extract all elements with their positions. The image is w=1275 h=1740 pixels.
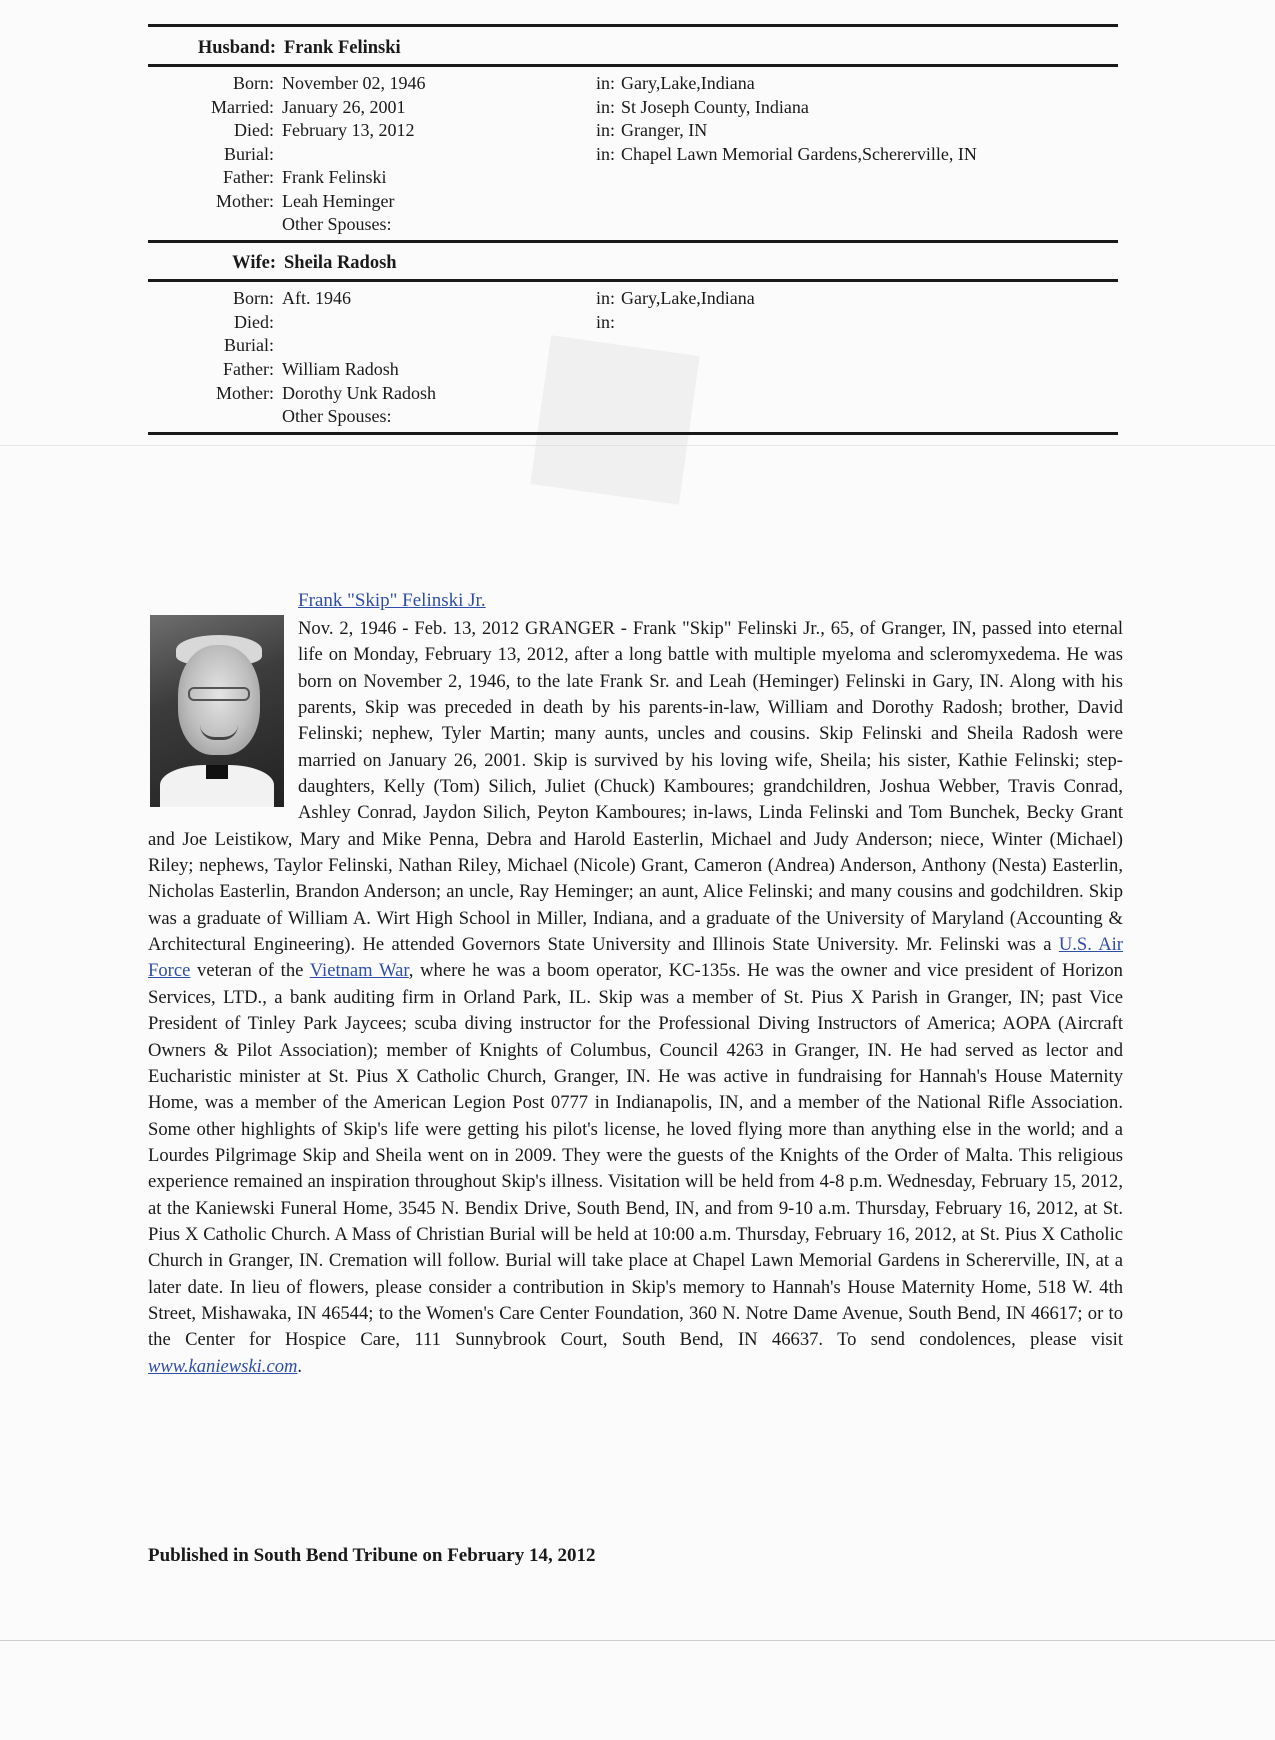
row-value: November 02, 1946 <box>282 73 426 93</box>
row-in: in: <box>596 144 616 164</box>
row-place: Chapel Lawn Memorial Gardens,Schererville, IN <box>621 144 977 164</box>
kaniewski-website-link[interactable]: www.kaniewski.com <box>148 1355 298 1377</box>
row-place: Gary,Lake,Indiana <box>621 73 755 93</box>
row-label: Born: <box>232 73 274 93</box>
published-note: Published in South Bend Tribune on February 14, 2012 <box>148 1545 596 1566</box>
row-label: Mother: <box>216 383 274 403</box>
air-force-link[interactable]: U.S. Air Force <box>148 934 1123 982</box>
row-in: in: <box>596 97 616 117</box>
obituary-body <box>148 616 1123 1380</box>
wife-label: Wife: <box>232 253 276 273</box>
obituary-text-1: Nov. 2, 1946 - Feb. 13, 2012 GRANGER - Frank "Skip" Felinski Jr., 65, of Granger, IN, passed into eternal life on Monday, February 13, 2012, after a long battle with multiple myeloma and scleromyxedema. He was born on November 2, 1946, to the late Frank Sr. and Leah (Heminger) Felinski in Gary, IN. Along with his parents, Skip was preceded in death by his parents-in-law, William and Dorothy Radosh; brother, David Felinski; nephew, Tyler Martin; many aunts, uncles and cousins. Skip Felinski and Sheila Radosh were married on January 26, 2001. Skip is survived by his loving wife, Sheila; his sister, Kathie Felinski; step-daughters, Kelly (Tom) Silich, Juliet (Chuck) Kamboures; grandchildren, Joshua Webber, Travis Conrad, Ashley Conrad, Jaydon Silich, Peyton Kamboures; in-laws, Linda Felinski and Tom Bunchek, Becky Grant and Joe Leistikow, Mary and Mike Penna, Debra and Harold Easterlin, Michael and Judy Anderson; niece, Winter (Michael) Riley; nephews, Taylor Felinski, Nathan Riley, Michael (Nicole) Grant, Cameron (Andrea) Anderson, Anthony (Nesta) Easterlin, Nicholas Easterlin, Brandon Anderson; an uncle, Ray Heminger; an aunt, Alice Felinski; and many cousins and godchildren. Skip was a graduate of William A. Wirt High School in Miller, Indiana, and a graduate of the University of Maryland (Accounting & Architectural Engineering). He attended Governors State University and Illinois State University. Mr. Felinski was a <box>148 618 1123 956</box>
row-value: Leah Heminger <box>282 191 395 211</box>
row-value: Other Spouses: <box>282 214 392 234</box>
row-value: Other Spouses: <box>282 406 392 426</box>
row-label: Born: <box>232 288 274 308</box>
row-in: in: <box>596 120 616 140</box>
row-label: Married: <box>211 97 274 117</box>
wife-header-rule <box>148 279 1118 282</box>
husband-name: Frank Felinski <box>284 38 401 58</box>
row-in: in: <box>596 73 616 93</box>
row-label: Father: <box>223 167 274 187</box>
row-label: Died: <box>234 120 274 140</box>
obituary-text-3: , where he was a boom operator, KC-135s. He was the owner and vice president of Horizon Services, LTD., a bank auditing firm in Orland Park, IL. Skip was a member of St. Pius X Parish in Granger, IN; past Vice President of Tinley Park Jaycees; scuba diving instructor for the Professional Diving Instructors of America; AOPA (Aircraft Owners & Pilot Association); member of Knights of Columbus, Council 4263 in Granger, IN. He had served as lector and Eucharistic minister at St. Pius X Catholic Church, Granger, IN. He was active in fundraising for Hannah's House Maternity Home, was a member of the American Legion Post 0777 in Indianapolis, IN, and a member of the National Rifle Association. Some other highlights of Skip's life were getting his pilot's license, he loved flying more than anything else in the world; and a Lourdes Pilgrimage Skip and Sheila went on in 2009. They were the guests of the Knights of the Order of Malta. This religious experience remained an inspiration throughout Skip's illness. Visitation will be held from 4-8 p.m. Wednesday, February 15, 2012, at the Kaniewski Funeral Home, 3545 N. Bendix Drive, South Bend, IN, and from 9-10 a.m. Thursday, February 16, 2012, at St. Pius X Catholic Church. A Mass of Christian Burial will be held at 10:00 a.m. Thursday, February 16, 2012, at St. Pius X Catholic Church in Granger, IN. Cremation will follow. Burial will take place at Chapel Lawn Memorial Gardens in Schererville, IN, at a later date. In lieu of flowers, please consider a contribution in Skip's memory to Hannah's House Maternity Home, 518 W. 4th Street, Mishawaka, IN 46544; to the Women's Care Center Foundation, 360 N. Notre Dame Avenue, South Bend, IN 46617; or to the Center for Hospice Care, 111 Sunnybrook Court, South Bend, IN 46637. To send condolences, please visit <box>148 960 1123 1351</box>
scan-edge <box>0 1640 1275 1641</box>
wife-top-rule <box>148 240 1118 243</box>
wife-bottom-rule <box>148 432 1118 435</box>
row-label: Father: <box>223 359 274 379</box>
husband-top-rule <box>148 24 1118 27</box>
row-value: Dorothy Unk Radosh <box>282 383 436 403</box>
obituary-title-link[interactable]: Frank "Skip" Felinski Jr. <box>298 590 486 611</box>
obituary-text-end: . <box>297 1355 303 1377</box>
row-in: in: <box>596 312 616 332</box>
row-place: St Joseph County, Indiana <box>621 97 809 117</box>
row-label: Burial: <box>224 335 274 355</box>
row-value: Frank Felinski <box>282 167 387 187</box>
obituary-text-2: veteran of the <box>190 960 310 982</box>
row-value: Aft. 1946 <box>282 288 351 308</box>
row-value: William Radosh <box>282 359 399 379</box>
husband-header-rule <box>148 64 1118 67</box>
row-value: February 13, 2012 <box>282 120 415 140</box>
row-in: in: <box>596 288 616 308</box>
husband-label: Husband: <box>197 38 276 58</box>
wife-name: Sheila Radosh <box>284 253 397 273</box>
row-label: Burial: <box>224 144 274 164</box>
row-value: January 26, 2001 <box>282 97 406 117</box>
row-label: Mother: <box>216 191 274 211</box>
row-place: Gary,Lake,Indiana <box>621 288 755 308</box>
row-place: Granger, IN <box>621 120 708 140</box>
row-label: Died: <box>234 312 274 332</box>
tape-mark <box>530 335 699 504</box>
vietnam-war-link[interactable]: Vietnam War <box>309 960 409 982</box>
